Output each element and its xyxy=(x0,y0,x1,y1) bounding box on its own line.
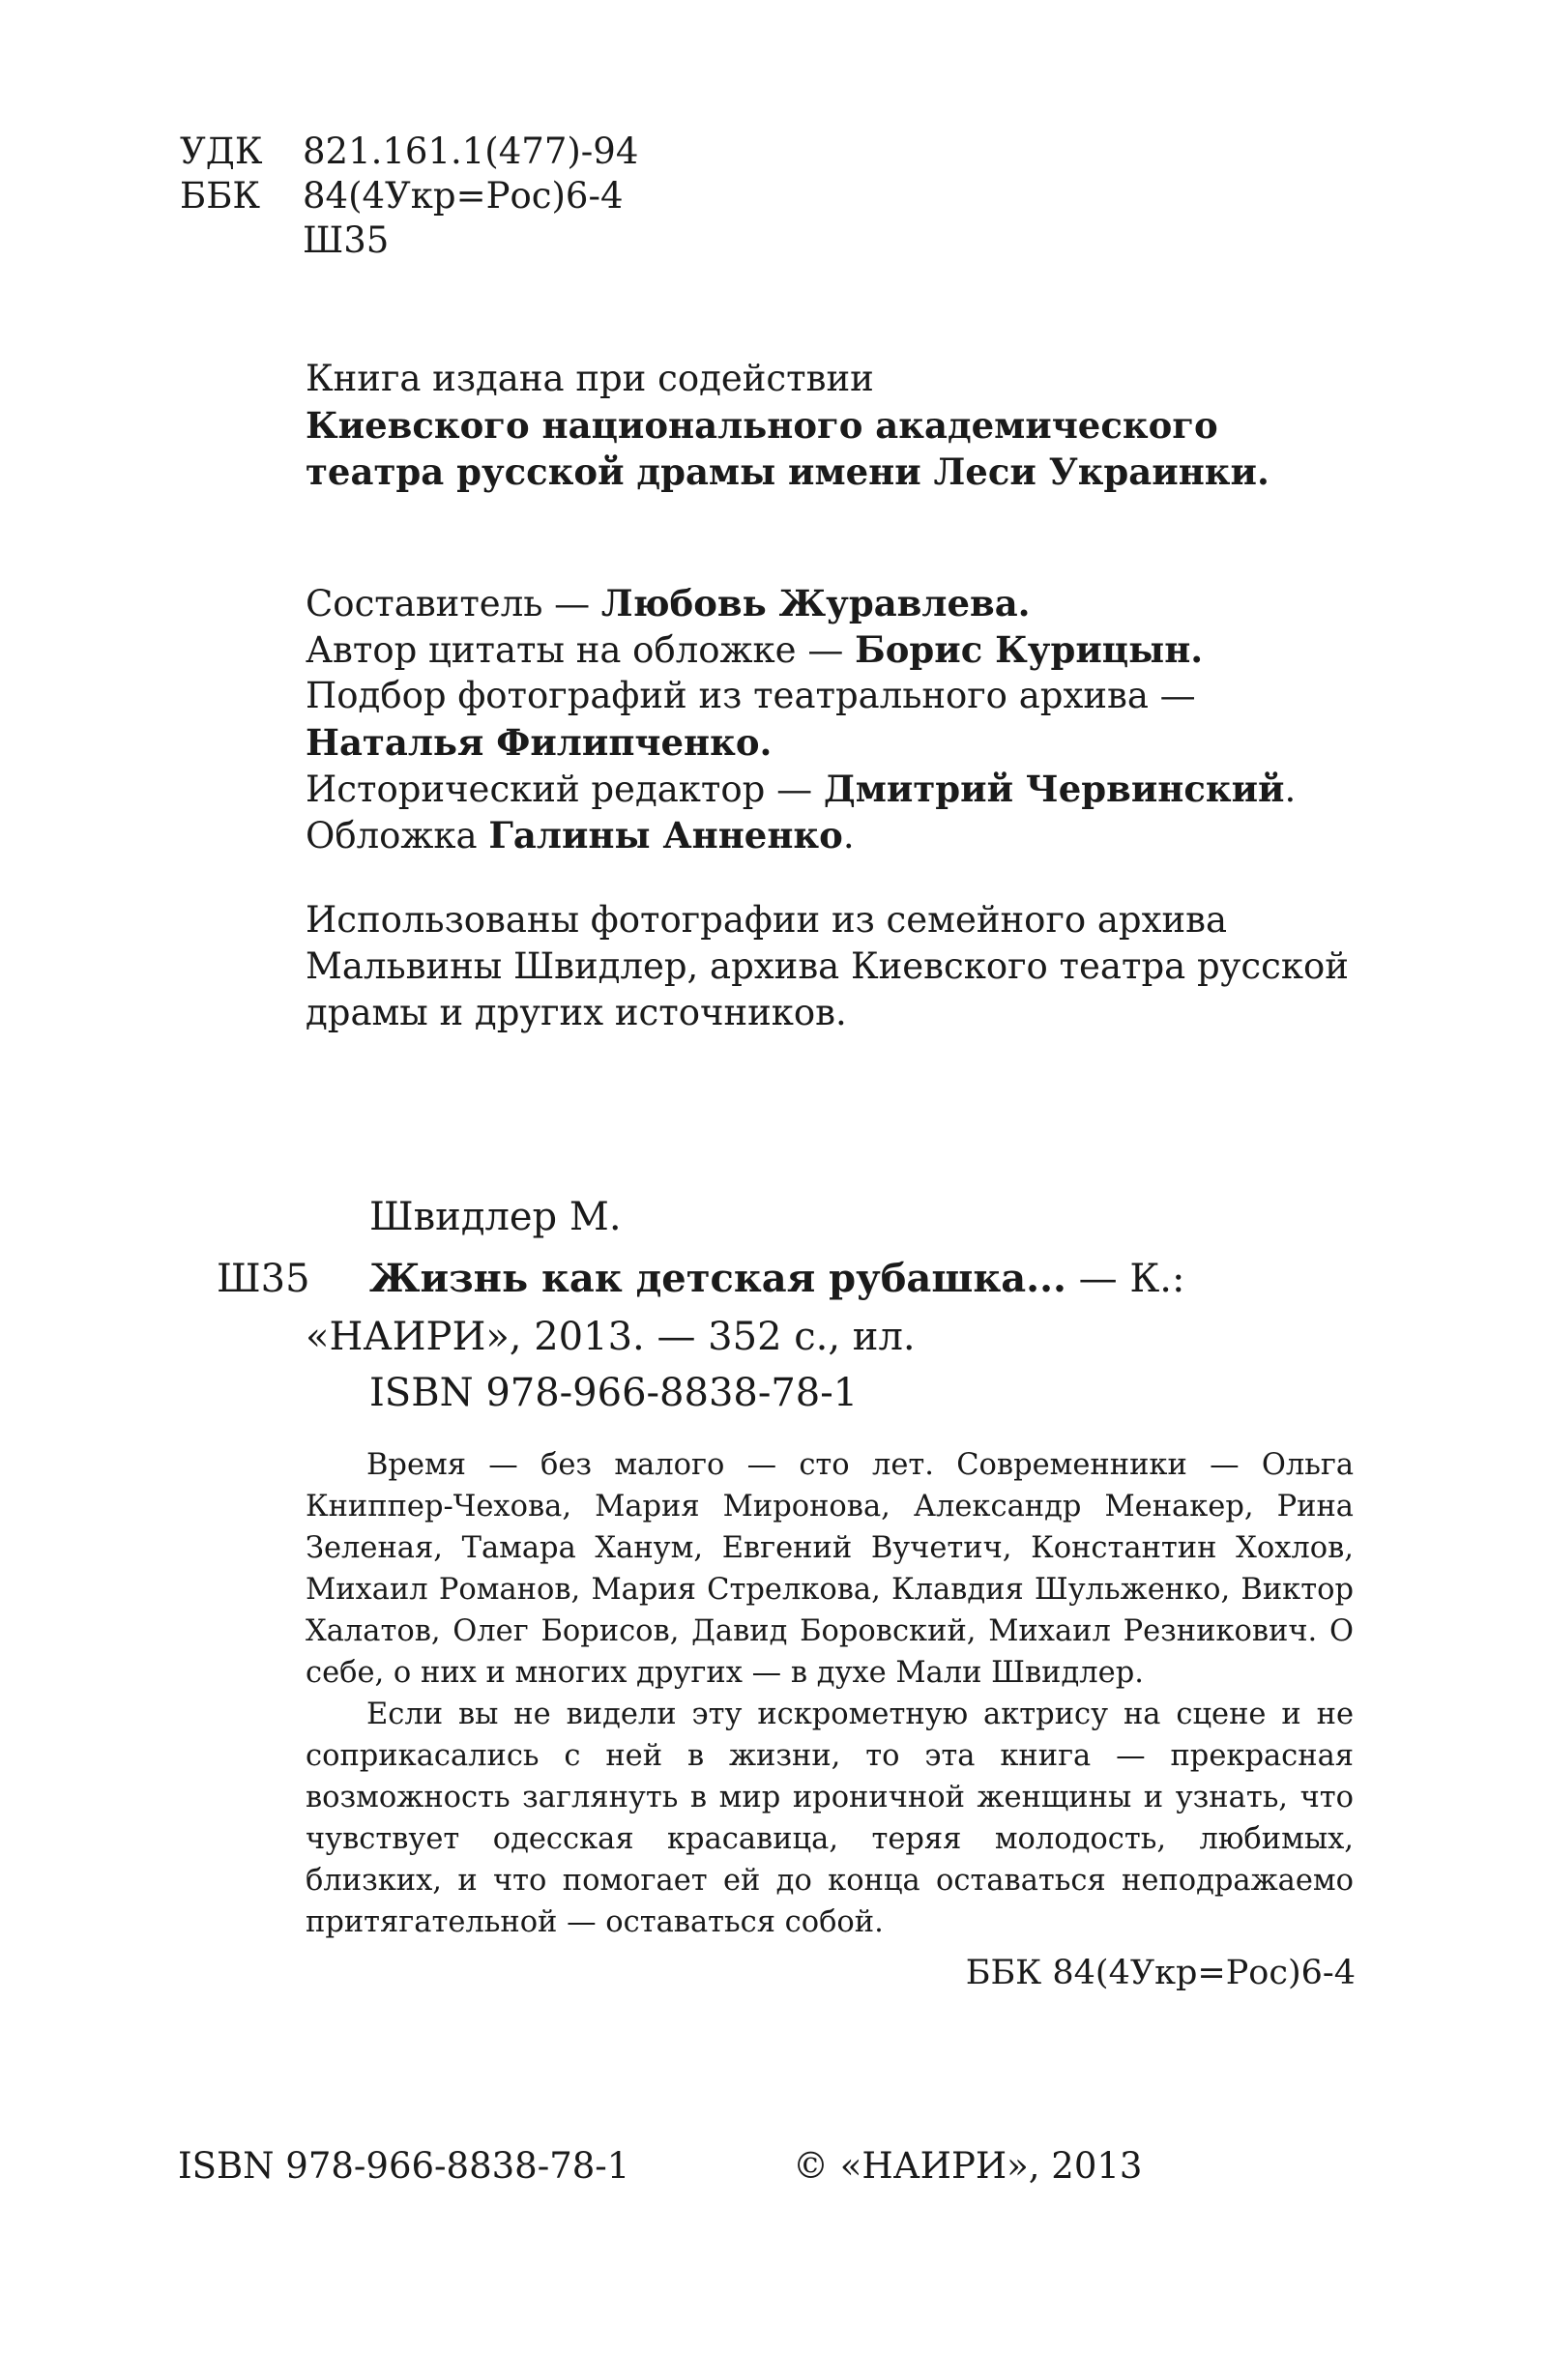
credit-compiler-role: Составитель — xyxy=(306,583,601,624)
credit-compiler xyxy=(306,580,1031,627)
sources-line-3: драмы и других источников. xyxy=(306,992,847,1033)
credit-editor-role: Исторический редактор — xyxy=(306,769,824,810)
footer-copyright: © «НАИРИ», 2013 xyxy=(793,2145,1143,2187)
udk-value: 821.161.1(477)-94 xyxy=(303,131,639,172)
catalog-publisher: «НАИРИ», 2013. — 352 с., ил. xyxy=(306,1315,916,1359)
support-line-1: Киевского национального академического xyxy=(306,404,1218,447)
credit-quote-name: Борис Курицын. xyxy=(855,628,1204,671)
sources-line-1: Использованы фотографии из семейного архива xyxy=(306,899,1228,941)
credit-quote-role: Автор цитаты на обложке — xyxy=(306,629,856,671)
credit-quote xyxy=(306,626,1203,674)
credit-editor xyxy=(306,766,1296,813)
catalog-title-line xyxy=(369,1253,1185,1305)
catalog-title: Жизнь как детская рубашка... xyxy=(369,1256,1066,1301)
credit-editor-end: . xyxy=(1284,769,1297,810)
catalog-isbn: ISBN 978-966-8838-78-1 xyxy=(369,1371,859,1415)
annotation-paragraph-1: Время — без малого — сто лет. Современники — Ольга Книппер-Чехова, Мария Миронова, Александр Менакер, Рина Зеленая, Тамара Ханум, Евгений Вучетич, Константин Хохлов, Михаил Романов, Мария Стрелкова, Клавдия Шульженко, Виктор Халатов, Олег Борисов, Давид Боровский, Михаил Резникович. О себе, о них и многих других — в духе Мали Швидлер. xyxy=(306,1448,1354,1690)
catalog-title-suffix: — К.: xyxy=(1065,1257,1185,1301)
credit-compiler-name: Любовь Журавлева. xyxy=(600,582,1031,624)
bbk-value: 84(4Укр=Рос)6-4 xyxy=(303,175,624,217)
author-mark: Ш35 xyxy=(303,219,390,261)
credit-photo-role: Подбор фотографий из театрального архива — xyxy=(306,675,1196,716)
udk-label: УДК xyxy=(180,131,263,172)
credit-editor-name: Дмитрий Червинский xyxy=(823,768,1285,810)
catalog-author: Швидлер М. xyxy=(369,1195,622,1239)
credit-cover-name: Галины Анненко xyxy=(488,814,843,856)
footer-isbn: ISBN 978-966-8838-78-1 xyxy=(178,2145,630,2187)
support-intro: Книга издана при содействии xyxy=(306,358,874,399)
credit-cover xyxy=(306,812,855,859)
bbk-label: ББК xyxy=(180,175,261,217)
credit-cover-role: Обложка xyxy=(306,815,489,856)
catalog-mark: Ш35 xyxy=(217,1257,310,1301)
annotation-paragraph-2: Если вы не видели эту искрометную актрису на сцене и не соприкасались с ней в жизни, то эта книга — прекрасная возможность заглянуть в мир ироничной женщины и узнать, что чувствует одесская красавица, теряя молодость, любимых, близких, и что помогает ей до конца оставаться неподражаемо притягательной — оставаться собой. xyxy=(306,1698,1354,1939)
annotation-bbk: ББК 84(4Укр=Рос)6-4 xyxy=(965,1954,1356,1992)
sources-line-2: Мальвины Швидлер, архива Киевского театра русской xyxy=(306,945,1349,987)
credit-photo-name: Наталья Филипченко. xyxy=(306,721,773,764)
support-line-2: театра русской драмы имени Леси Украинки. xyxy=(306,450,1270,493)
credit-cover-end: . xyxy=(842,815,855,856)
